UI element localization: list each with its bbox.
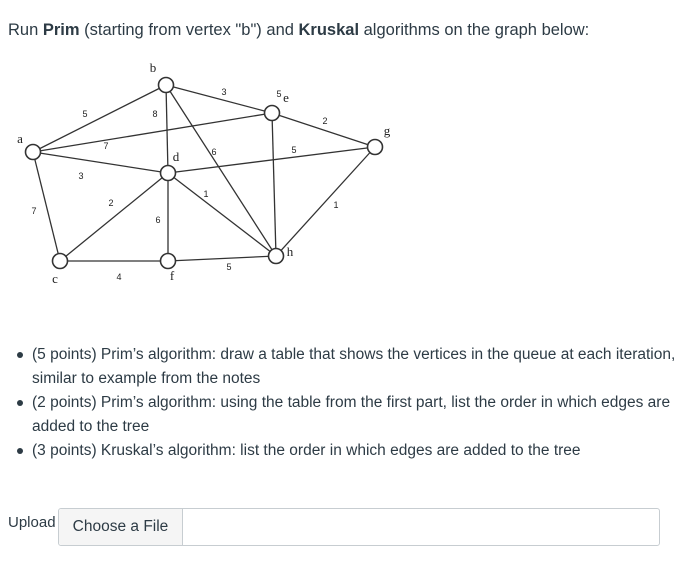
vertex-label-h: h bbox=[286, 244, 294, 259]
instruction-line: (2 points) Prim’s algorithm: using the table from the first part, list the order in which edges are bbox=[32, 394, 671, 411]
graph-edge-c-d bbox=[60, 173, 168, 261]
edge-weight-label: 2 bbox=[322, 116, 328, 126]
graph-vertex-e bbox=[265, 106, 280, 121]
choose-file-button[interactable]: Choose a File bbox=[59, 509, 183, 545]
graph-vertex-d bbox=[161, 166, 176, 181]
edge-weight-label: 3 bbox=[221, 87, 227, 97]
question-text bbox=[8, 19, 589, 41]
vertex-label-e: e bbox=[283, 90, 289, 105]
edge-weight-label: 8 bbox=[152, 109, 158, 119]
edge-weight-label: 2 bbox=[108, 198, 114, 208]
upload-label: Upload bbox=[8, 514, 56, 531]
graph-edge-e-h bbox=[272, 113, 276, 256]
edge-weight-label: 5 bbox=[276, 89, 282, 99]
instruction-item bbox=[10, 343, 700, 391]
graph-vertex-a bbox=[26, 145, 41, 160]
instruction-line: (5 points) Prim’s algorithm: draw a table that shows the vertices in the queue at each iteration, bbox=[32, 346, 676, 363]
graph-edge-a-b bbox=[33, 85, 166, 152]
graph-vertex-g bbox=[368, 140, 383, 155]
graph-edge-b-d bbox=[166, 85, 168, 173]
question-prefix: Run bbox=[8, 21, 43, 39]
graph-edge-a-d bbox=[33, 152, 168, 173]
instruction-line: similar to example from the notes bbox=[32, 370, 261, 387]
edge-weight-label: 5 bbox=[291, 145, 297, 155]
edge-weight-label: 7 bbox=[31, 206, 37, 216]
edge-weight-label: 3 bbox=[78, 171, 84, 181]
vertex-label-f: f bbox=[169, 268, 175, 283]
edge-weight-label: 6 bbox=[155, 215, 161, 225]
question-kruskal: Kruskal bbox=[298, 21, 360, 39]
graph-edge-d-g bbox=[168, 147, 375, 173]
instruction-line: (3 points) Kruskal’s algorithm: list the order in which edges are added to the tree bbox=[32, 442, 581, 459]
edge-weight-label: 4 bbox=[116, 272, 122, 282]
graph-vertex-h bbox=[269, 249, 284, 264]
graph-edge-a-c bbox=[33, 152, 60, 261]
graph-vertex-f bbox=[161, 254, 176, 269]
vertex-label-a: a bbox=[17, 131, 23, 146]
vertex-label-c: c bbox=[52, 271, 58, 286]
graph-vertex-c bbox=[53, 254, 68, 269]
graph-edge-f-h bbox=[168, 256, 276, 261]
instruction-line: added to the tree bbox=[32, 418, 150, 435]
question-suffix: algorithms on the graph below: bbox=[359, 21, 590, 39]
edge-weight-label: 5 bbox=[226, 262, 232, 272]
graph-edge-d-h bbox=[168, 173, 276, 256]
weighted-graph-figure bbox=[0, 55, 420, 295]
question-middle: (starting from vertex "b") and bbox=[79, 21, 299, 39]
file-upload-field[interactable] bbox=[58, 508, 660, 546]
graph-vertex-b bbox=[159, 78, 174, 93]
instructions-list bbox=[10, 343, 700, 463]
instruction-item bbox=[10, 391, 700, 439]
instruction-item bbox=[10, 439, 700, 463]
question-prim: Prim bbox=[42, 21, 80, 39]
edge-weight-label: 6 bbox=[211, 147, 217, 157]
vertex-label-b: b bbox=[149, 60, 157, 75]
edge-weight-label: 5 bbox=[82, 109, 88, 119]
graph-edge-b-h bbox=[166, 85, 276, 256]
edge-weight-label: 1 bbox=[203, 189, 209, 199]
edge-weight-label: 1 bbox=[333, 200, 339, 210]
edge-weight-label: 7 bbox=[103, 141, 109, 151]
vertex-label-g: g bbox=[383, 123, 391, 138]
graph-edge-g-h bbox=[276, 147, 375, 256]
vertex-label-d: d bbox=[172, 149, 180, 164]
